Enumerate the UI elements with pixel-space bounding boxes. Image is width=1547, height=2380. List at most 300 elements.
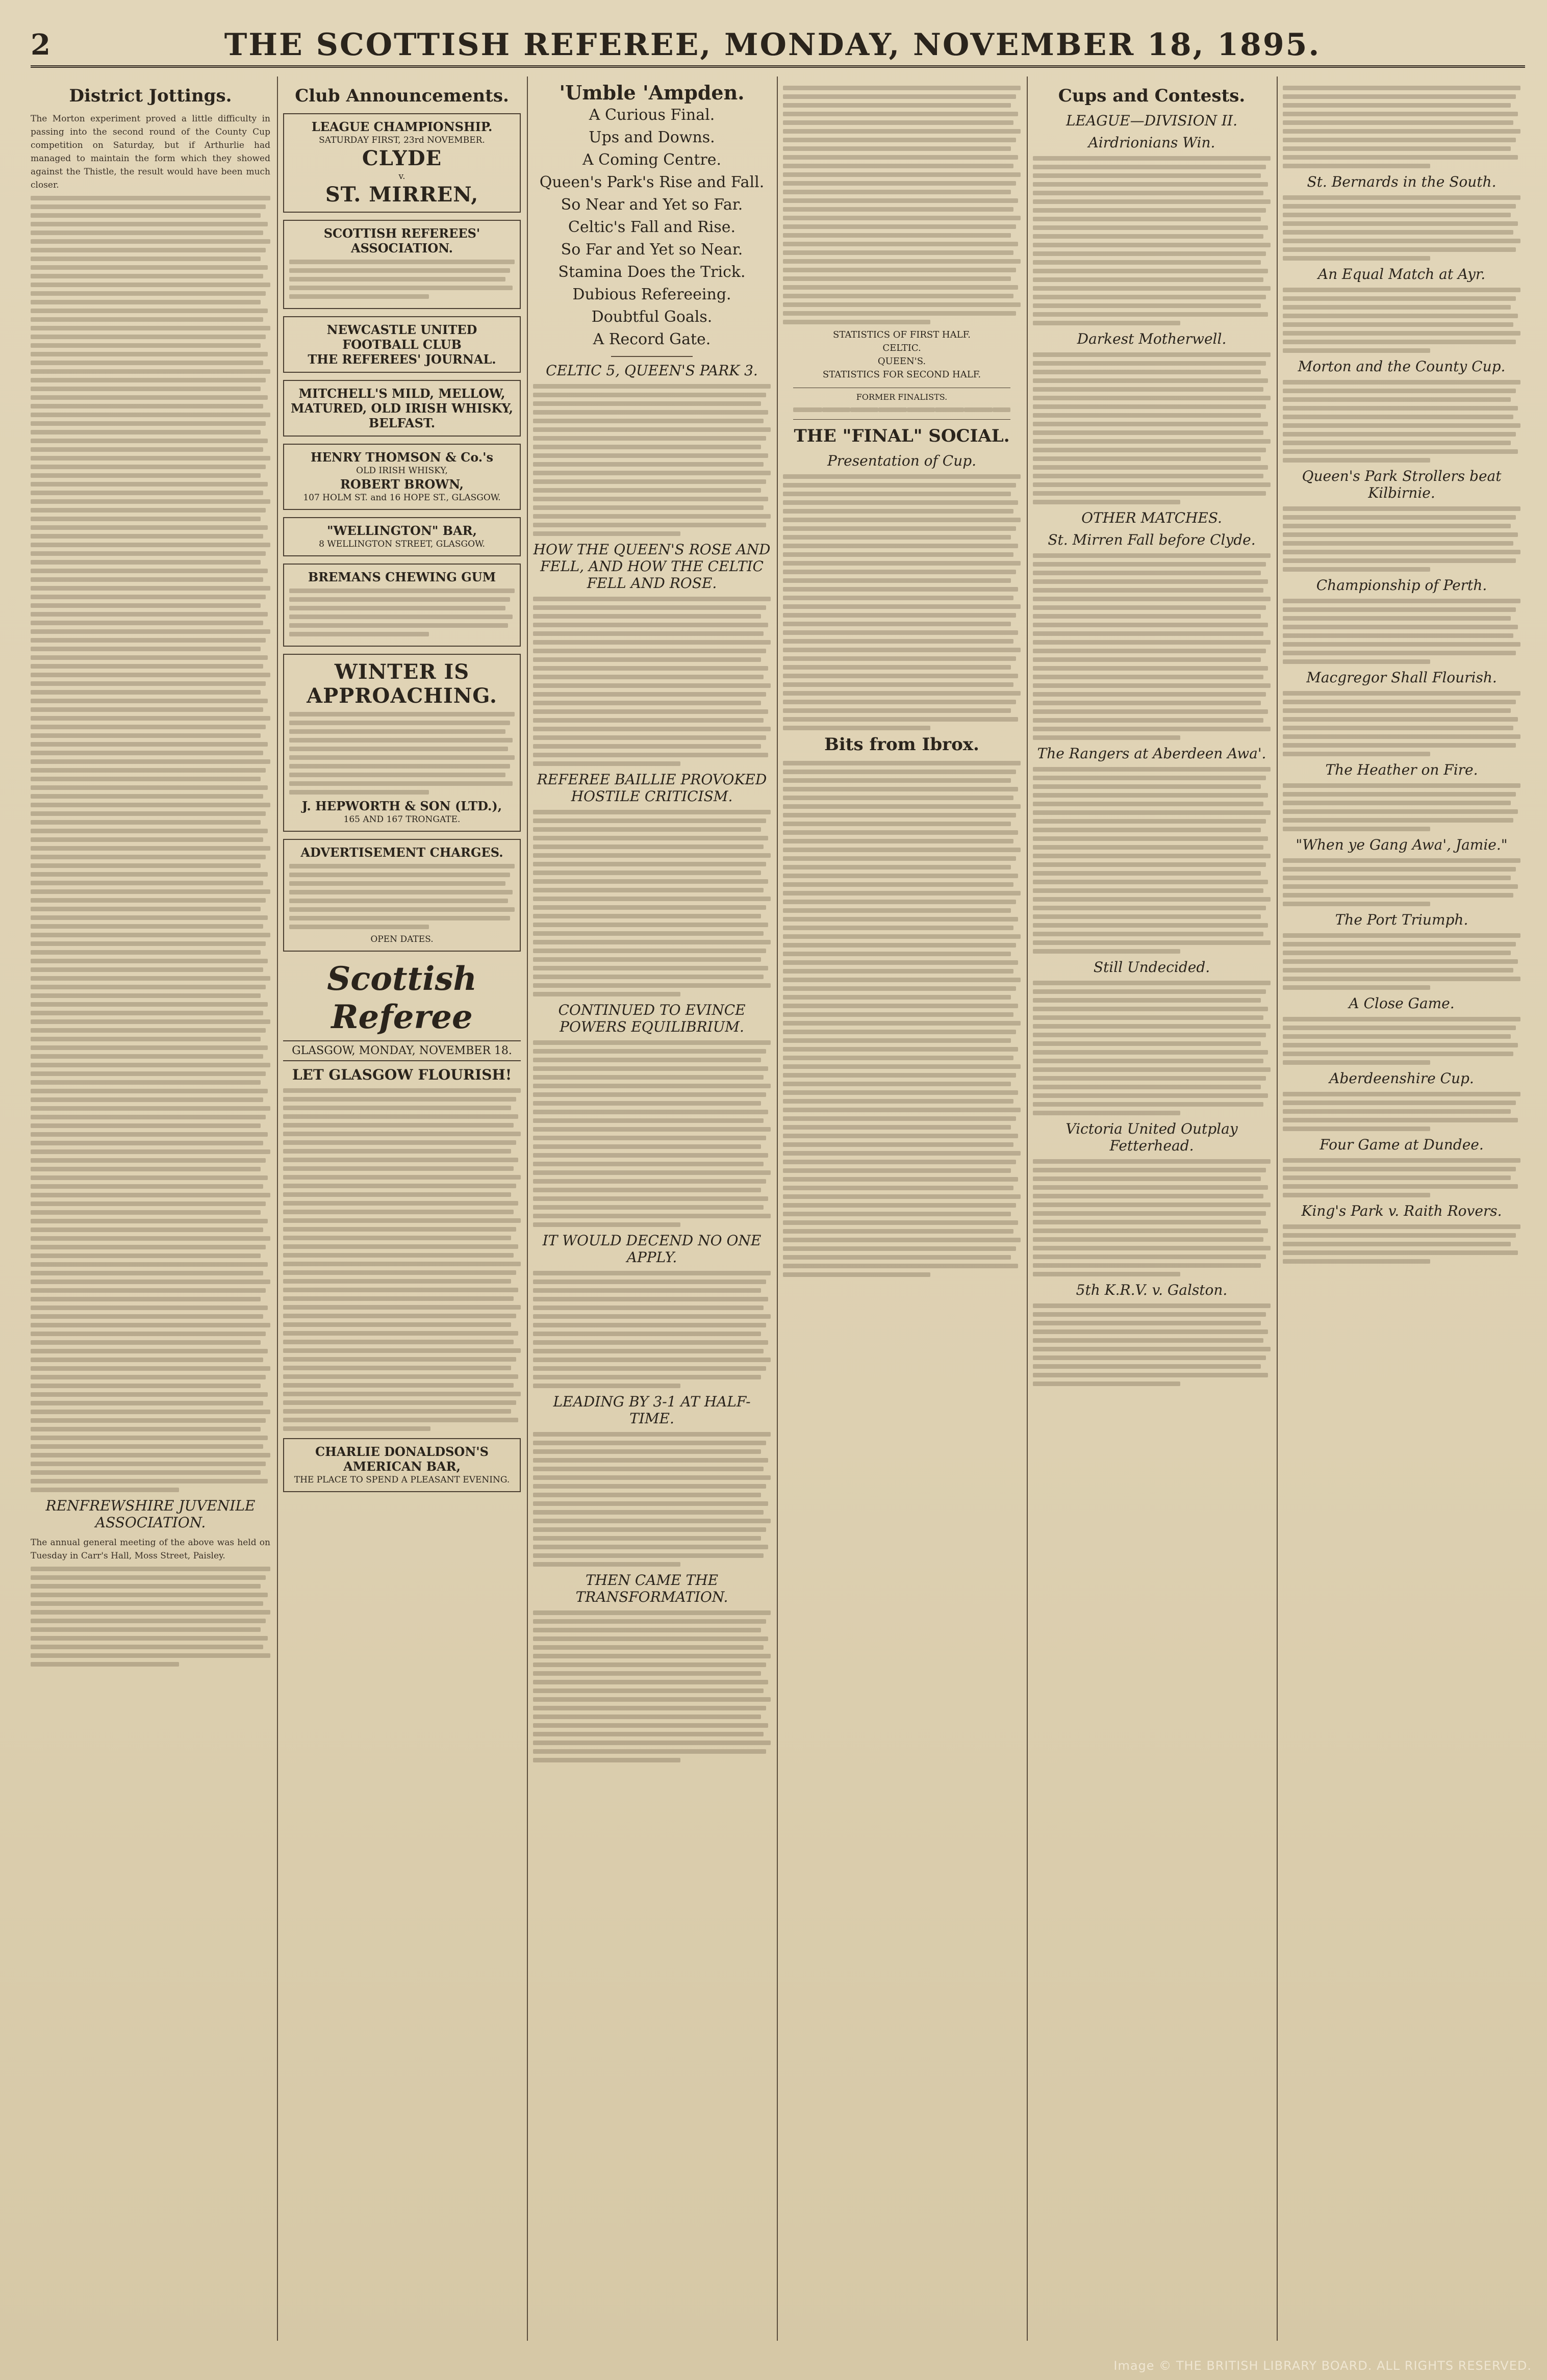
text-line (31, 265, 268, 270)
text-line (31, 482, 268, 487)
article-body (1033, 981, 1271, 1115)
text-line (1033, 932, 1263, 936)
text-line (289, 286, 513, 290)
subheading: Morton and the County Cup. (1298, 358, 1506, 375)
text-line (31, 1245, 266, 1249)
text-line (1033, 605, 1266, 610)
subheading: REFEREE BAILLIE PROVOKED HOSTILE CRITICISM. (537, 771, 767, 805)
text-line (1283, 532, 1518, 537)
text-line (31, 1279, 270, 1284)
text-line (783, 1064, 1021, 1069)
text-line (1033, 439, 1271, 444)
text-line (907, 407, 935, 412)
text-line (1283, 515, 1516, 520)
text-line (783, 1177, 1018, 1182)
text-line (783, 969, 1013, 974)
text-line (533, 1271, 771, 1275)
text-line (31, 699, 268, 703)
text-line (289, 615, 513, 619)
newcastle-advert (283, 316, 521, 373)
text-line (783, 1238, 1021, 1242)
text-line (1033, 321, 1180, 325)
text-line (31, 213, 261, 218)
text-line (533, 871, 761, 875)
text-line (31, 1219, 268, 1223)
text-line (31, 1584, 261, 1589)
subheading: Airdrionians Win. (1088, 134, 1215, 151)
article-body (1283, 195, 1520, 261)
text-line (783, 1056, 1013, 1060)
text-line (1033, 709, 1268, 714)
text-line (1033, 989, 1266, 994)
text-line (783, 1116, 1016, 1121)
text-line (1283, 1242, 1511, 1246)
text-line (1033, 579, 1268, 584)
text-line (1033, 767, 1271, 772)
text-line (533, 992, 680, 996)
winter-advert (283, 654, 521, 832)
text-line (783, 960, 1018, 965)
text-line (1033, 182, 1268, 187)
text-line (783, 224, 1016, 229)
text-line (783, 708, 1011, 713)
text-line (1033, 500, 1180, 504)
article-body (1033, 553, 1271, 740)
text-line (533, 827, 761, 832)
text-line (783, 917, 1018, 922)
text-line (533, 1662, 766, 1667)
text-line (31, 889, 270, 894)
text-line (783, 986, 1016, 991)
text-line (31, 239, 270, 244)
text-line (283, 1166, 514, 1171)
text-line (533, 862, 766, 866)
text-line (533, 683, 771, 688)
text-line (31, 759, 270, 764)
text-line (31, 543, 270, 547)
text-line (533, 1688, 764, 1693)
text-line (533, 1170, 771, 1175)
text-line (533, 1279, 766, 1284)
text-line (283, 1279, 511, 1284)
text-line (1283, 296, 1516, 301)
text-line (1283, 985, 1430, 990)
article-body (1283, 858, 1520, 906)
text-line (1033, 1111, 1180, 1115)
text-line (533, 1671, 761, 1676)
text-line (783, 596, 1013, 600)
text-line (1033, 776, 1266, 780)
text-line (31, 577, 263, 582)
headline-deck: Celtic's Fall and Rise. (568, 218, 736, 236)
text-line (533, 701, 761, 705)
text-line (31, 829, 268, 833)
text-line (1283, 783, 1520, 788)
text-line (783, 1004, 1018, 1008)
text-line (31, 1149, 270, 1154)
text-line (1283, 792, 1516, 797)
text-line (783, 1229, 1013, 1234)
text-line (31, 655, 268, 660)
text-line (1033, 413, 1261, 418)
text-line (31, 1323, 270, 1327)
text-line (533, 692, 766, 697)
text-line (1033, 571, 1261, 575)
text-line (533, 1723, 768, 1728)
text-line (1033, 553, 1271, 558)
text-line (1033, 1159, 1271, 1164)
article-body (1283, 1224, 1520, 1264)
text-line (783, 1151, 1021, 1156)
text-line (1033, 940, 1271, 945)
text-line (1033, 906, 1266, 910)
text-line (1033, 260, 1261, 265)
text-line (31, 335, 266, 339)
text-line (283, 1270, 516, 1275)
text-line (1283, 951, 1511, 955)
text-line (533, 1179, 766, 1184)
text-line (783, 682, 1013, 687)
article-body (783, 86, 1021, 324)
column-cups-contests (1033, 82, 1271, 2336)
text-line (1033, 286, 1271, 291)
text-line (31, 985, 266, 989)
text-line (1283, 397, 1511, 402)
text-line (783, 190, 1011, 194)
text-line (783, 198, 1018, 203)
text-line (1033, 897, 1271, 902)
text-line (783, 578, 1011, 583)
ad-title: ROBERT BROWN, (340, 477, 464, 492)
league-advert (283, 113, 521, 213)
text-line (31, 1063, 270, 1067)
text-line (533, 975, 764, 979)
text-line (31, 283, 270, 287)
text-line (533, 1066, 768, 1071)
text-line (289, 632, 429, 636)
text-line (783, 882, 1013, 887)
text-line (783, 1255, 1011, 1260)
ad-title: ADVERTISEMENT CHARGES. (300, 845, 503, 860)
text-line (31, 1593, 268, 1597)
text-line (533, 1527, 766, 1532)
column-umble-ampden (533, 82, 771, 2336)
text-line (1033, 217, 1261, 221)
text-line (283, 1123, 514, 1128)
text-line (783, 1203, 1016, 1208)
ad-team: ST. MIRREN, (325, 183, 479, 207)
text-line (283, 1192, 511, 1197)
text-line (31, 1349, 268, 1353)
text-line (31, 1132, 268, 1137)
text-line (1283, 1092, 1520, 1096)
text-line (1283, 389, 1516, 393)
text-line (31, 1019, 270, 1024)
text-line (783, 1030, 1016, 1034)
text-line (783, 181, 1016, 186)
text-line (31, 967, 263, 972)
text-line (1033, 165, 1266, 169)
text-line (1283, 700, 1516, 704)
text-line (1033, 828, 1261, 832)
text-line (1033, 1381, 1180, 1386)
text-line (533, 657, 761, 662)
text-line (31, 1158, 266, 1163)
text-line (878, 407, 907, 412)
text-line (783, 250, 1013, 255)
text-line (783, 294, 1013, 298)
text-line (533, 488, 761, 493)
text-line (31, 1444, 263, 1449)
text-line (1283, 314, 1518, 318)
text-line (533, 1214, 771, 1218)
text-line (31, 430, 261, 434)
ad-title: HENRY THOMSON & Co.'s (310, 450, 494, 465)
text-line (1033, 208, 1266, 213)
text-line (31, 959, 268, 963)
text-line (1283, 155, 1518, 160)
text-line (283, 1097, 516, 1102)
text-line (783, 216, 1021, 220)
text-line (283, 1227, 516, 1232)
text-line (31, 196, 270, 200)
ad-body (289, 588, 515, 636)
ad-title: MITCHELL'S MILD, MELLOW, MATURED, OLD IRISH WHISKY, BELFAST. (290, 386, 514, 430)
text-line (533, 744, 761, 749)
article-body (783, 761, 1021, 1277)
text-line (1033, 1338, 1263, 1343)
article-body (1033, 1303, 1271, 1386)
text-line (1033, 888, 1263, 893)
text-line (533, 427, 771, 432)
text-line (31, 1462, 266, 1466)
text-line (31, 551, 266, 556)
text-line (289, 899, 508, 903)
text-line (283, 1132, 521, 1136)
subheading: St. Mirren Fall before Clyde. (1048, 531, 1256, 548)
text-line (289, 747, 508, 751)
text-line (783, 1134, 1018, 1138)
text-line (783, 856, 1016, 861)
text-line (31, 716, 270, 721)
text-line (783, 891, 1021, 895)
text-line (31, 525, 268, 530)
text-line (533, 718, 764, 723)
text-line (1283, 616, 1511, 621)
column-rule (1027, 76, 1028, 2341)
finalists-list (793, 403, 1010, 416)
text-line (289, 873, 510, 877)
text-line (783, 1090, 1018, 1095)
text-line (31, 915, 268, 920)
text-line (783, 639, 1013, 644)
text-line (31, 361, 263, 365)
text-line (533, 940, 771, 944)
advert-charges (283, 839, 521, 952)
text-line (31, 1601, 263, 1606)
text-line (783, 665, 1011, 670)
column-rule (527, 76, 528, 2341)
text-line (1283, 599, 1520, 603)
text-line (289, 764, 510, 769)
text-line (533, 879, 768, 884)
text-line (533, 523, 766, 527)
text-line (31, 1097, 263, 1102)
stats-heading: STATISTICS OF FIRST HALF. (833, 329, 971, 340)
text-line (1283, 809, 1518, 814)
text-line (283, 1357, 516, 1362)
text-line (31, 976, 270, 981)
text-line (783, 86, 1021, 90)
text-line (533, 1680, 768, 1684)
text-line (31, 534, 263, 539)
text-line (533, 1092, 766, 1097)
text-line (533, 818, 766, 823)
article-body (1283, 86, 1520, 168)
text-line (31, 811, 266, 816)
text-line (783, 1160, 1016, 1164)
text-line (533, 1075, 764, 1080)
text-line (283, 1314, 516, 1318)
text-line (31, 1080, 261, 1085)
text-line (783, 1272, 930, 1277)
text-line (31, 1193, 270, 1197)
text-line (31, 629, 270, 634)
text-line (31, 1392, 268, 1397)
text-line (783, 656, 1016, 661)
text-line (289, 916, 510, 920)
text-line (1033, 1076, 1266, 1081)
text-line (533, 1058, 761, 1062)
subheading: An Equal Match at Ayr. (1317, 266, 1486, 283)
text-line (533, 810, 771, 814)
article-body (1033, 767, 1271, 954)
text-line (31, 1045, 268, 1050)
text-line (783, 112, 1018, 116)
article-body (783, 474, 1021, 730)
text-line (783, 943, 1016, 948)
text-line (31, 638, 266, 643)
text-line (1283, 933, 1520, 938)
text-line (1283, 146, 1511, 151)
text-line (1283, 1224, 1520, 1229)
text-line (935, 407, 964, 412)
text-line (1033, 949, 1180, 954)
text-line (31, 421, 266, 426)
text-line (31, 846, 270, 851)
text-line (533, 1714, 761, 1719)
ad-team: CLYDE (362, 146, 442, 170)
text-line (1033, 1194, 1263, 1198)
text-line (1283, 801, 1511, 805)
text-line (533, 709, 768, 714)
text-line (1033, 631, 1263, 636)
text-line (31, 1567, 270, 1571)
text-line (1283, 708, 1511, 713)
text-line (1283, 380, 1520, 385)
text-line (1033, 819, 1266, 824)
text-line (1283, 120, 1513, 125)
text-line (31, 1271, 263, 1275)
text-line (283, 1088, 521, 1093)
text-line (533, 1475, 771, 1480)
copyright-notice: Image © THE BRITISH LIBRARY BOARD. ALL RIGHTS RESERVED. (1113, 2359, 1532, 2373)
text-line (283, 1288, 518, 1292)
text-line (533, 836, 768, 840)
article-body (1033, 1159, 1271, 1276)
column-rule (777, 76, 778, 2341)
text-line (283, 1392, 521, 1396)
text-line (31, 803, 270, 807)
text-line (31, 1054, 263, 1059)
text-line (1283, 138, 1516, 142)
text-line (533, 614, 761, 619)
text-line (1283, 1259, 1430, 1264)
section-heading: THE "FINAL" SOCIAL. (794, 426, 1010, 446)
text-line (31, 941, 266, 946)
text-line (1283, 752, 1430, 756)
text-line (31, 751, 263, 755)
text-line (533, 1205, 764, 1210)
text-line (533, 471, 771, 475)
headline-deck: Dubious Refereeing. (572, 286, 731, 303)
text-line (783, 1108, 1021, 1112)
ad-title: SCOTTISH REFEREES' ASSOCIATION. (323, 226, 480, 255)
text-line (1283, 734, 1520, 739)
ad-title: CHARLIE DONALDSON'S AMERICAN BAR, (315, 1444, 489, 1474)
text-line (31, 1488, 179, 1492)
text-line (31, 1610, 270, 1615)
text-line (850, 407, 878, 412)
text-line (783, 908, 1011, 913)
article-paragraph: The Morton experiment proved a little difficulty in passing into the second round of the County Cup competition on Saturday, but if Arthurlie had managed to maintain the form which they showed against the Thistle, the result would have been much closer. (31, 114, 270, 190)
text-line (533, 1432, 771, 1437)
text-line (1283, 322, 1513, 327)
text-line (31, 881, 263, 885)
ad-title: THE REFEREES' JOURNAL. (308, 352, 496, 367)
text-line (1283, 968, 1513, 973)
ad-line: SATURDAY FIRST, 23rd NOVEMBER. (319, 135, 485, 145)
text-line (31, 1314, 263, 1319)
text-line (31, 1384, 261, 1388)
text-line (1033, 597, 1271, 601)
text-line (1283, 288, 1520, 292)
text-line (1033, 1237, 1263, 1242)
text-line (31, 517, 261, 521)
text-line (31, 204, 266, 209)
text-line (1283, 818, 1513, 823)
text-line (31, 1002, 268, 1007)
text-line (283, 1374, 518, 1379)
text-line (533, 844, 764, 849)
text-line (1283, 902, 1430, 906)
text-line (1033, 862, 1266, 867)
text-line (533, 1297, 768, 1301)
text-line (31, 1106, 270, 1111)
text-line (533, 1553, 764, 1558)
text-line (1033, 727, 1271, 731)
text-line (1283, 1101, 1516, 1105)
subheading: IT WOULD DECEND NO ONE APPLY. (542, 1232, 762, 1266)
text-line (283, 1158, 518, 1162)
subheading: CONTINUED TO EVINCE POWERS EQUILIBRIUM. (558, 1002, 746, 1035)
page-number: 2 (31, 28, 50, 62)
text-line (31, 1037, 261, 1041)
text-line (783, 544, 1018, 548)
article-body (1283, 1017, 1520, 1065)
text-line (1283, 164, 1430, 168)
text-line (31, 300, 261, 304)
